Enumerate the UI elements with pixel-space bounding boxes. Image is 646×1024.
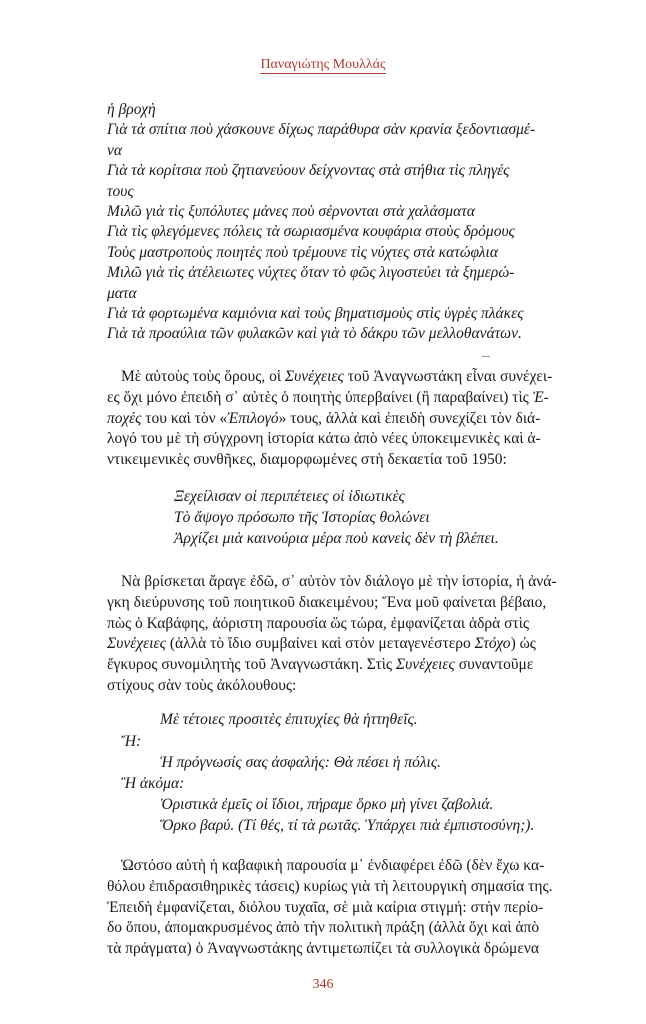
text-run: Μὲ αὐτοὺς τοὺς ὅρους, οἱ [121, 368, 285, 385]
paragraph-line [107, 655, 616, 676]
quote-line: Ξεχείλισαν οἱ περιπέτειες οἱ ἰδιωτικὲς [174, 488, 405, 505]
poem-line: ματα [107, 284, 137, 302]
paragraph-line: πὼς ὁ Καβάφης, ἀόριστη παρουσία ὥς τώρα, ἐμφανίζεται ἁδρὰ στὶς [107, 614, 530, 632]
text-run: Συνέχειες [107, 635, 166, 653]
paragraph-line: Ἐπειδὴ ἐμφανίζεται, διόλου τυχαῖα, σὲ μιὰ καίρια στιγμή: στὴν περίο- [107, 898, 544, 916]
paragraph-line [107, 634, 616, 655]
paragraph-1 [107, 367, 616, 471]
poem-line: Μιλῶ γιὰ τὶς ξυπόλυτες μάνες ποὺ σέρνονται στὰ χαλάσματα [107, 203, 475, 221]
poem-excerpt [107, 100, 617, 345]
poem-line: Γιὰ τὰ σπίτια ποὺ χάσκουνε δίχως παράθυρα σὰν κρανία ξεδοντιασμέ- [107, 121, 536, 139]
quote-line: Ἀρχίζει μιὰ καινούρια μέρα ποὺ κανεὶς δὲν τὴ βλέπει. [174, 530, 499, 547]
paragraph-3 [107, 856, 616, 960]
text-run: » τους, ἀλλὰ καὶ ἐπειδὴ συνεχίζει τὸν διά- [278, 409, 541, 427]
paragraph-line: δο ὅπου, ἀπομακρυσμένος ἀπὸ τὴν πολιτικὴ πράξη (ἀλλὰ ὄχι καὶ ἀπὸ [107, 919, 540, 937]
running-title: Παναγιώτης Μουλλάς [260, 57, 386, 72]
poem-line: Γιὰ τὰ φορτωμένα καμιόνια καὶ τοὺς βηματισμοὺς στὶς ὑγρὲς πλάκες [107, 305, 524, 323]
poem-line: Γιὰ τὰ κορίτσια ποὺ ζητιανεύουν δείχνοντας στὰ στήθια τὶς πληγές [107, 162, 510, 180]
stray-mark [482, 356, 490, 357]
quote-connector: Ἢ ἀκόμα: [121, 775, 185, 792]
poem-line: Γιὰ τὰ προαύλια τῶν φυλακῶν καὶ γιὰ τὸ δάκρυ τῶν μελλοθανάτων. [107, 325, 522, 343]
text-run: (ἀλλὰ τὸ ἴδιο συμβαίνει καὶ στὸν μεταγενέστερο [165, 635, 475, 653]
text-run: συναντοῦμε [454, 656, 534, 674]
paragraph-line: τὰ πράγματα) ὁ Ἀναγνωστάκης ἀντιμετωπίζει τὰ συλλογικὰ δρώμενα [107, 940, 540, 958]
paragraph-line [107, 388, 616, 409]
paragraph-line: θόλου ἐπιδρασιθηρικὲς τάσεις) κυρίως γιὰ τὴ λειτουργικὴ σημασία της. [107, 877, 553, 895]
paragraph-line: γκη διεύρυνσης τοῦ ποιητικοῦ διακειμένου; Ἕνα μοῦ φαίνεται βέβαιο, [107, 593, 547, 611]
text-run: ποχές [107, 409, 142, 427]
text-run: τοῦ Ἀναγνωστάκη εἶναι συνέχει- [343, 368, 553, 385]
poem-line: Τοὺς μαστροποὺς ποιητὲς ποὺ τρέμουνε τὶς νύχτες στὰ κατώφλια [107, 243, 498, 261]
paragraph-line [107, 409, 616, 430]
poem-line: Γιὰ τὶς φλεγόμενες πόλεις τὰ σωριασμένα κουφάρια στοὺς δρόμους [107, 223, 515, 241]
text-run: Συνέχειες [284, 368, 344, 385]
text-run: Ἐ- [532, 388, 549, 406]
poem-line: Μιλῶ γιὰ τὶς ἀτέλειωτες νύχτες ὅταν τὸ φῶς λιγοστεύει τὰ ξημερώ- [107, 264, 515, 282]
text-run: του καὶ τὸν « [141, 409, 228, 427]
text-run: ἔγκυρος συνομιλητὴς τοῦ Ἀναγνωστάκη. Στὶς [107, 656, 396, 674]
paragraph-line [107, 367, 616, 388]
quote-line: Τὸ ἄψογο πρόσωπο τῆς Ἱστορίας θολώνει [174, 509, 430, 526]
paragraph-line: στίχους σὰν τοὺς ἀκόλουθους: [107, 676, 297, 694]
quote-line: Ὅρκο βαρύ. (Τί θές, τί τὰ ρωτᾶς. Ὑπάρχει πιὰ ἐμπιστοσύνη;). [160, 817, 535, 834]
quote-connector: Ἤ: [121, 733, 142, 750]
text-run: ) ὡς [510, 635, 536, 653]
quote-line: Ἡ πρόγνωσίς σας ἀσφαλής: Θὰ πέσει ἡ πόλις. [160, 754, 442, 771]
page-number: 346 [312, 977, 334, 992]
text-run: Συνέχειες [395, 656, 455, 674]
text-run: Στόχο [474, 635, 511, 653]
poem-line: ἡ βροχὴ [107, 101, 156, 118]
poem-line: τους [107, 182, 134, 200]
paragraph-line: Ὡστόσο αὐτὴ ἡ καβαφικὴ παρουσία μ᾽ ἐνδιαφέρει ἐδῶ (δὲν ἔχω κα- [121, 857, 545, 874]
quote-line: Ὁριστικὰ ἐμεῖς οἱ ἴδιοι, πήραμε ὅρκο μὴ γίνει ζαβολιά. [160, 796, 494, 813]
paragraph-line: Νὰ βρίσκεται ἄραγε ἐδῶ, σ᾽ αὐτὸν τὸν διάλογο μὲ τὴν ἱστορία, ἡ ἀνά- [121, 573, 557, 590]
paragraph-2 [107, 572, 616, 697]
paragraph-line: λογό του μὲ τὴ σύγχρονη ἱστορία κάτω ἀπὸ νέες ὑποκειμενικὲς καὶ ἀ- [107, 430, 541, 448]
quote-line: Μὲ τέτοιες προσιτὲς ἐπιτυχίες θὰ ἡττηθεῖς. [160, 711, 418, 728]
text-run: Ἐπιλογό [227, 409, 279, 427]
paragraph-line: ντικειμενικὲς συνθῆκες, διαμορφωμένες στὴ δεκαετία τοῦ 1950: [107, 451, 507, 469]
text-run: ες ὄχι μόνο ἐπειδὴ σ᾽ αὐτὲς ὁ ποιητὴς ὑπερβαίνει (ἢ παραβαίνει) τὶς [107, 388, 533, 406]
running-header [0, 57, 646, 73]
poem-line: να [107, 141, 123, 159]
